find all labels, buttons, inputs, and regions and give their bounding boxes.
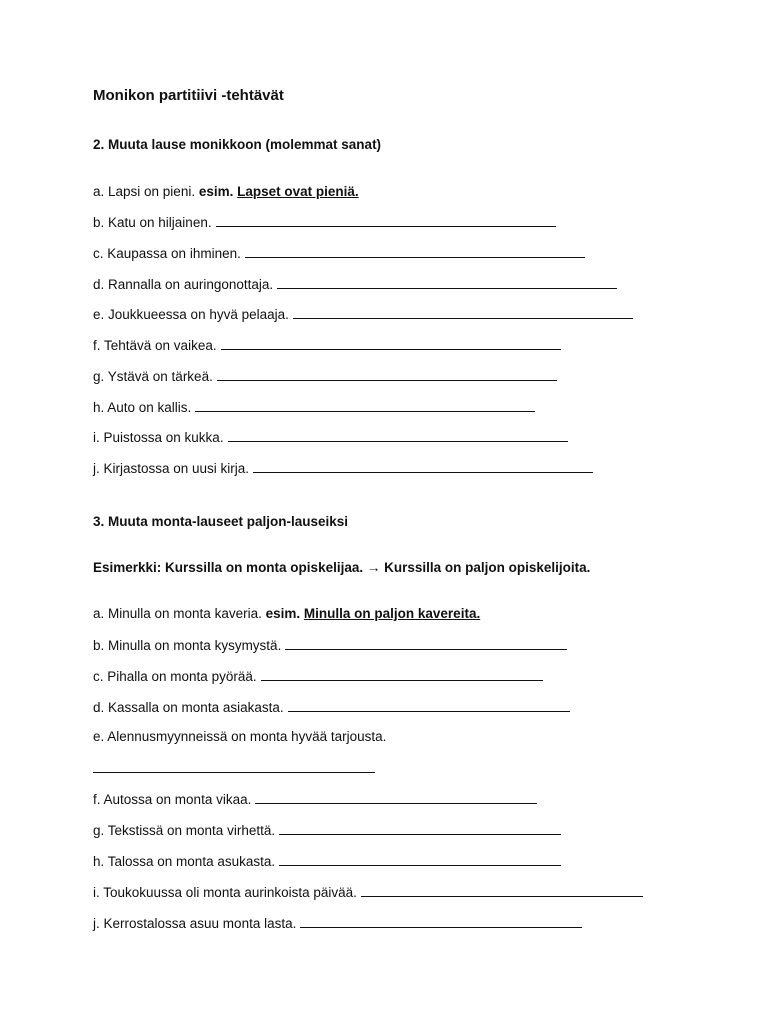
exercise-item: [93, 459, 593, 478]
answer-blank[interactable]: [245, 244, 585, 258]
answer-blank[interactable]: [228, 428, 568, 442]
section-3-heading: 3. Muuta monta-lauseet paljon-lauseiksi: [93, 514, 349, 529]
answer-blank[interactable]: [293, 305, 633, 319]
answer-blank[interactable]: [93, 759, 375, 773]
example-prefix: a. Minulla on monta kaveria.: [93, 606, 262, 621]
answer-blank[interactable]: [279, 821, 561, 835]
exercise-item: [93, 213, 556, 232]
item-text: f. Tehtävä on vaikea.: [93, 338, 217, 353]
item-text: d. Rannalla on auringonottaja.: [93, 277, 274, 292]
exercise-item: [93, 244, 585, 263]
item-text: g. Tekstissä on monta virhettä.: [93, 823, 276, 838]
exercise-item: [93, 428, 568, 447]
item-text: i. Puistossa on kukka.: [93, 430, 224, 445]
section-3-example: [93, 605, 480, 623]
answer-blank[interactable]: [255, 790, 537, 804]
answer-blank[interactable]: [277, 275, 617, 289]
exercise-item: [93, 398, 535, 417]
exercise-item-continuation: [93, 759, 375, 778]
example-label: esim.: [198, 184, 234, 199]
exercise-item: [93, 914, 582, 933]
exercise-item: [93, 852, 561, 871]
item-text: h. Auto on kallis.: [93, 400, 192, 415]
example-answer: Lapset ovat pieniä.: [237, 184, 359, 199]
exercise-item: [93, 667, 543, 686]
item-text: e. Alennusmyynneissä on monta hyvää tarjousta.: [93, 729, 387, 744]
item-text: b. Minulla on monta kysymystä.: [93, 638, 282, 653]
item-text: j. Kirjastossa on uusi kirja.: [93, 461, 250, 476]
answer-blank[interactable]: [285, 636, 567, 650]
item-text: h. Talossa on monta asukasta.: [93, 854, 276, 869]
example-prefix: a. Lapsi on pieni.: [93, 184, 196, 199]
answer-blank[interactable]: [261, 667, 543, 681]
item-text: c. Kaupassa on ihminen.: [93, 246, 241, 261]
answer-blank[interactable]: [279, 852, 561, 866]
answer-blank[interactable]: [195, 398, 535, 412]
answer-blank[interactable]: [217, 367, 557, 381]
item-text: i. Toukokuussa oli monta aurinkoista päivää.: [93, 885, 357, 900]
item-text: d. Kassalla on monta asiakasta.: [93, 700, 284, 715]
exercise-item: [93, 821, 561, 840]
exercise-item: [93, 883, 643, 902]
item-text: b. Katu on hiljainen.: [93, 215, 212, 230]
item-text: c. Pihalla on monta pyörää.: [93, 669, 257, 684]
section-2-heading: 2. Muuta lause monikkoon (molemmat sanat): [93, 137, 382, 152]
section-3-esimerkki: Esimerkki: Kurssilla on monta opiskelijaa. → Kurssilla on paljon opiskelijoita.: [93, 560, 591, 575]
example-label: esim.: [265, 606, 301, 621]
item-text: j. Kerrostalossa asuu monta lasta.: [93, 916, 297, 931]
exercise-item: [93, 790, 537, 809]
answer-blank[interactable]: [361, 883, 643, 897]
item-text: f. Autossa on monta vikaa.: [93, 792, 252, 807]
exercise-item: [93, 367, 557, 386]
exercise-item: [93, 636, 567, 655]
item-text: e. Joukkueessa on hyvä pelaaja.: [93, 307, 289, 322]
exercise-item: [93, 336, 561, 355]
answer-blank[interactable]: [300, 914, 582, 928]
answer-blank[interactable]: [288, 698, 570, 712]
page-title: Monikon partitiivi -tehtävät: [93, 87, 284, 104]
answer-blank[interactable]: [221, 336, 561, 350]
section-2-example: [93, 183, 359, 201]
exercise-item: [93, 698, 570, 717]
item-text: g. Ystävä on tärkeä.: [93, 369, 213, 384]
exercise-item: [93, 275, 617, 294]
answer-blank[interactable]: [253, 459, 593, 473]
exercise-item: [93, 728, 386, 746]
exercise-item: [93, 305, 633, 324]
example-answer: Minulla on paljon kavereita.: [303, 606, 481, 621]
answer-blank[interactable]: [216, 213, 556, 227]
